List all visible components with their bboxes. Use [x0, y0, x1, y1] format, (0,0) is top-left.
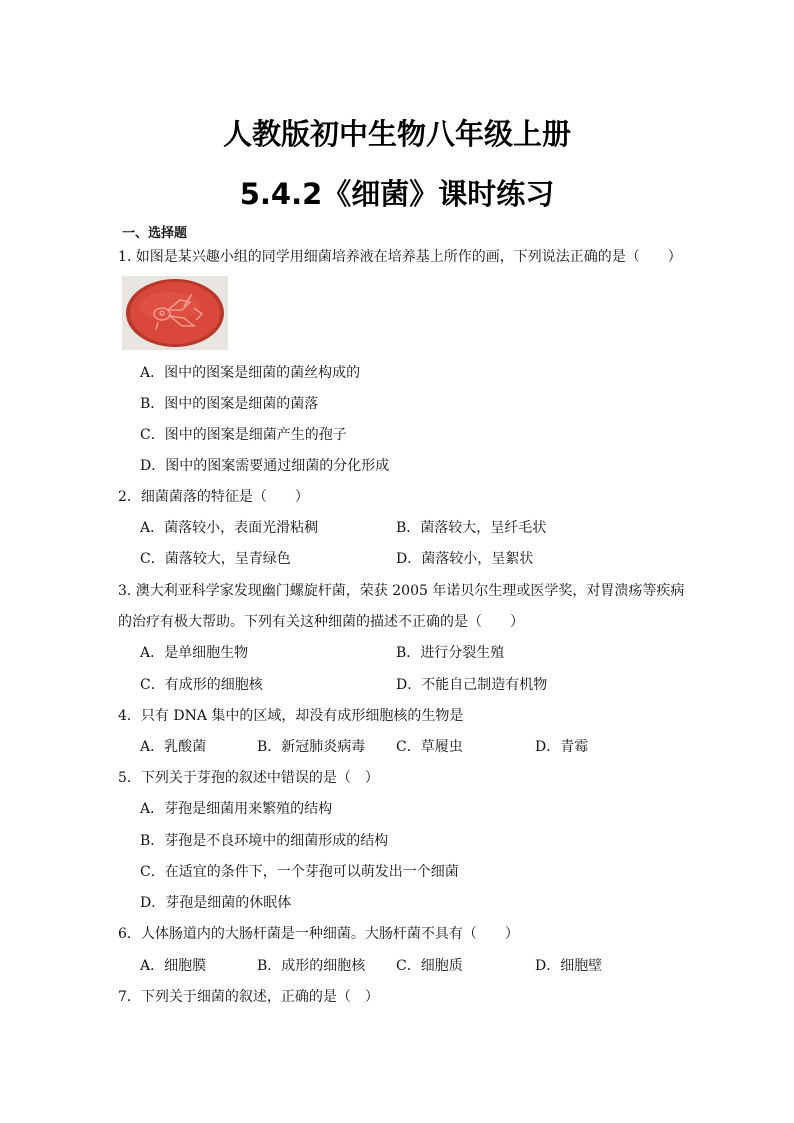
question-6-stem: 6．人体肠道内的大肠杆菌是一种细菌。大肠杆菌不具有（ ）	[118, 926, 519, 942]
question-4-option-a: A．乳酸菌	[140, 739, 207, 755]
question-5-option-b: B．芽孢是不良环境中的细菌形成的结构	[140, 833, 389, 849]
question-5-option-c: C．在适宜的条件下，一个芽孢可以萌发出一个细菌	[140, 864, 459, 880]
question-2-option-a: A．菌落较小，表面光滑粘稠	[140, 520, 319, 536]
question-6-option-a: A．细胞膜	[140, 958, 207, 974]
question-4-option-d: D．青霉	[535, 739, 589, 755]
question-1-option-c: C．图中的图案是细菌产生的孢子	[140, 427, 347, 443]
question-3-stem-line-1: 3. 澳大利亚科学家发现幽门螺旋杆菌，荣获 2005 年诺贝尔生理或医学奖，对胃溃疡等疾病	[118, 583, 685, 599]
question-1-option-a: A．图中的图案是细菌的菌丝构成的	[140, 365, 361, 381]
page-title: 人教版初中生物八年级上册	[222, 117, 571, 151]
page-subtitle: 5.4.2《细菌》课时练习	[239, 177, 555, 211]
question-6-option-c: C．细胞质	[396, 958, 463, 974]
question-3-option-c: C．有成形的细胞核	[140, 677, 263, 693]
question-5-stem: 5．下列关于芽孢的叙述中错误的是（ ）	[118, 770, 379, 786]
question-1-option-d: D．图中的图案需要通过细菌的分化形成	[140, 458, 390, 474]
question-6-option-d: D．细胞壁	[535, 958, 603, 974]
question-7-stem: 7．下列关于细菌的叙述，正确的是（ ）	[118, 989, 379, 1005]
question-5-option-d: D．芽孢是细菌的休眠体	[140, 895, 292, 911]
question-1-stem: 1. 如图是某兴趣小组的同学用细菌培养液在培养基上所作的画，下列说法正确的是（ ）	[118, 249, 682, 265]
question-2-option-b: B．菌落较大，呈纤毛状	[396, 520, 547, 536]
question-4-stem: 4．只有 DNA 集中的区域，却没有成形细胞核的生物是	[118, 708, 464, 724]
question-2-option-d: D．菌落较小，呈絮状	[396, 551, 534, 567]
question-3-option-d: D．不能自己制造有机物	[396, 677, 548, 693]
question-3-stem-line-2: 的治疗有极大帮助。下列有关这种细菌的描述不正确的是（ ）	[118, 614, 524, 630]
question-5-option-a: A．芽孢是细菌用来繁殖的结构	[140, 801, 333, 817]
petri-dish-image	[122, 276, 228, 350]
question-3-option-a: A．是单细胞生物	[140, 645, 249, 661]
question-4-option-b: B．新冠肺炎病毒	[257, 739, 366, 755]
question-1-option-b: B．图中的图案是细菌的菌落	[140, 396, 319, 412]
question-6-option-b: B．成形的细胞核	[257, 958, 366, 974]
question-2-stem: 2．细菌菌落的特征是（ ）	[118, 489, 309, 505]
question-4-option-c: C．草履虫	[396, 739, 463, 755]
section-heading: 一、选择题	[122, 226, 188, 241]
question-3-option-b: B．进行分裂生殖	[396, 645, 505, 661]
question-2-option-c: C．菌落较大，呈青绿色	[140, 551, 291, 567]
